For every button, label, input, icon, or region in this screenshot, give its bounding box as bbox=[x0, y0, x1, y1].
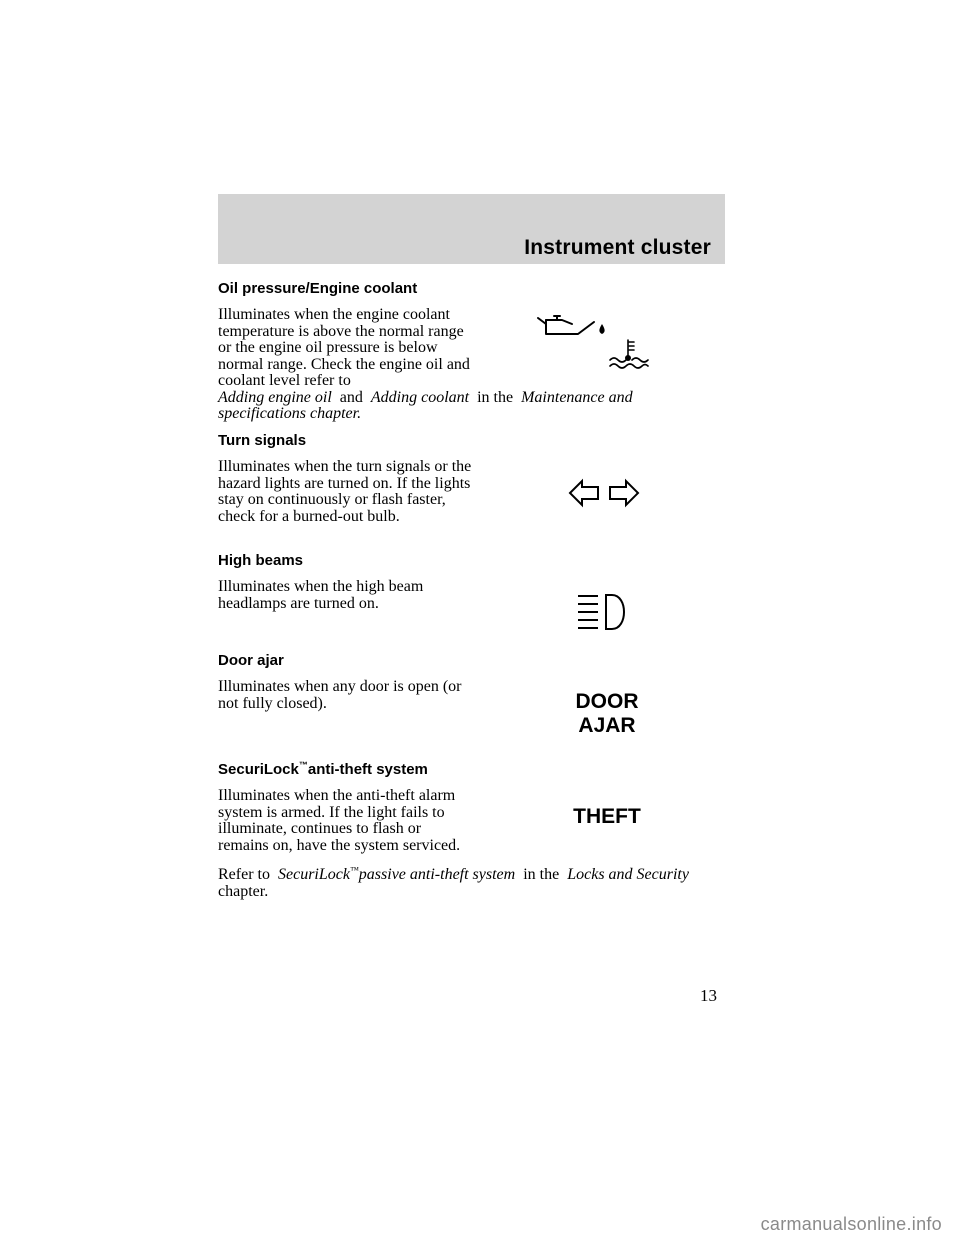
footer-watermark[interactable]: carmanualsonline.info bbox=[760, 1214, 942, 1234]
turn-signal-left-icon bbox=[570, 481, 598, 505]
section-turn-signals bbox=[218, 432, 718, 525]
trademark-mark: ™ bbox=[349, 865, 359, 875]
section-body bbox=[218, 579, 718, 612]
punctuation: . bbox=[357, 405, 362, 422]
turn-signal-icons bbox=[568, 478, 640, 508]
trademark-mark: ™ bbox=[298, 760, 308, 770]
oil-can-icon bbox=[536, 312, 612, 340]
section-heading: High beams bbox=[218, 552, 304, 569]
coolant-temperature-icon bbox=[608, 338, 650, 370]
page-number: 13 bbox=[700, 986, 717, 1005]
section-high-beams bbox=[218, 552, 718, 612]
section-body-text: Illuminates when the engine coolant temperature is above the normal range or the engine oil pressure is below normal range. Check the engine oil and coolant level refer to bbox=[218, 306, 470, 389]
door-ajar-line-2: AJAR bbox=[578, 714, 636, 737]
ref-securilock: SecuriLock bbox=[277, 866, 350, 883]
section-heading: Door ajar bbox=[218, 652, 284, 669]
chapter-title: Instrument cluster bbox=[524, 236, 711, 259]
heading-brand: SecuriLock bbox=[218, 761, 299, 778]
door-ajar-indicator bbox=[560, 690, 654, 738]
heading-rest: anti-theft system bbox=[307, 761, 428, 778]
theft-indicator: THEFT bbox=[573, 805, 641, 828]
turn-signal-right-icon bbox=[610, 481, 638, 505]
section-heading: Turn signals bbox=[218, 432, 307, 449]
connector-text: in the bbox=[523, 866, 560, 883]
ref-locks-security-chapter: Locks and Security bbox=[567, 866, 689, 883]
ref-adding-coolant: Adding coolant bbox=[370, 388, 470, 406]
section-body-text: Illuminates when any door is open (or not fully closed). bbox=[218, 678, 462, 712]
section-heading: Oil pressure/Engine coolant bbox=[218, 280, 418, 297]
section-body-text: Illuminates when the turn signals or the hazard lights are turned on. If the lights stay on continuously or flash faster, check for a burned-out bulb. bbox=[218, 458, 472, 525]
section-heading bbox=[218, 756, 718, 779]
section-reference bbox=[218, 862, 718, 900]
ref-adding-engine-oil: Adding engine oil bbox=[218, 388, 332, 406]
section-body bbox=[218, 459, 718, 525]
section-body-text: Illuminates when the high beam headlamps are turned on. bbox=[218, 578, 424, 612]
ref-maintenance-chapter: Maintenance and specifications chapter bbox=[218, 388, 633, 422]
ref-passive-system: passive anti-theft system bbox=[358, 866, 516, 883]
high-beam-icon bbox=[576, 592, 632, 632]
connector-text: chapter. bbox=[218, 882, 269, 900]
chapter-header bbox=[218, 194, 725, 264]
section-body-text: Illuminates when the anti-theft alarm system is armed. If the light fails to illuminate, continues to flash or remains on, have the system serviced. bbox=[218, 787, 461, 854]
connector-text: in the bbox=[477, 388, 514, 406]
connector-text: and bbox=[339, 388, 363, 406]
connector-text: Refer to bbox=[218, 866, 270, 883]
door-ajar-line-1: DOOR bbox=[575, 690, 639, 713]
